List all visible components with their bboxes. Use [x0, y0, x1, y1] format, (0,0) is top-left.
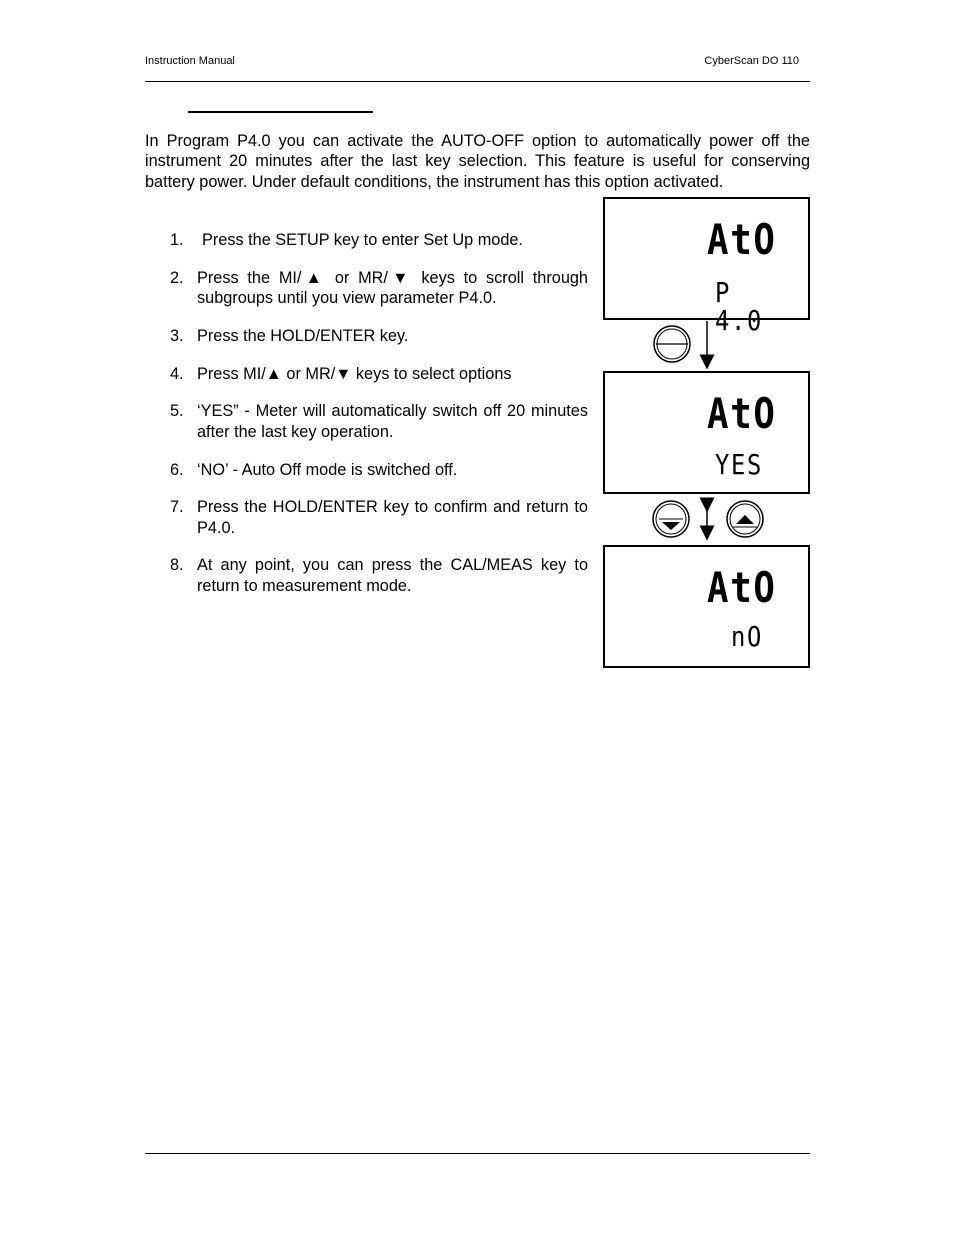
intro-paragraph: In Program P4.0 you can activate the AUTO-OFF option to automatically power off the instrument 20 minutes after the last key selection. This feature is useful for conserving battery power. Under default conditions, the instrument has this option activated.	[145, 132, 810, 191]
footer-divider	[145, 1153, 810, 1154]
step-text: Press the SETUP key to enter Set Up mode.	[202, 231, 523, 249]
list-item: 3. Press the HOLD/ENTER key.	[170, 326, 409, 345]
list-item: 4. Press MI/▲ or MR/▼ keys to select options	[170, 364, 512, 383]
step-text: At any point, you can press the CAL/MEAS key to return to measurement mode.	[197, 556, 588, 595]
list-item: 1. Press the SETUP key to enter Set Up mode.	[170, 231, 523, 249]
header-manual-title: Instruction Manual	[145, 55, 235, 67]
step-text: ‘YES” - Meter will automatically switch off 20 minutes after the last key operation.	[197, 402, 588, 441]
lcd-sub-readout: YES	[715, 448, 764, 481]
list-item: 8. At any point, you can press the CAL/MEAS key to return to measurement mode.	[170, 556, 588, 595]
lcd-main-readout: AtO	[707, 389, 777, 438]
step-text: ‘NO’ - Auto Off mode is switched off.	[197, 460, 458, 479]
lcd-sub-readout: nO	[731, 620, 764, 653]
step-text: Press the HOLD/ENTER key.	[197, 326, 409, 345]
list-item: 5. ‘YES” - Meter will automatically switch off 20 minutes after the last key operation.	[170, 402, 588, 441]
enter-key-icon	[654, 326, 690, 362]
lcd-main-readout: AtO	[707, 563, 777, 612]
lcd-sub-readout: P 4.0	[715, 276, 764, 337]
list-item: 7. Press the HOLD/ENTER key to confirm and return to P4.0.	[170, 498, 588, 537]
header-product-name: CyberScan DO 110	[704, 55, 799, 67]
up-key-icon	[727, 501, 763, 537]
lcd-main-readout: AtO	[707, 215, 777, 264]
down-key-icon	[653, 501, 689, 537]
list-item: 2. Press the MI/▲ or MR/▼ keys to scroll through subgroups until you view parameter P4.0.	[170, 268, 588, 308]
step-text: Press MI/▲ or MR/▼ keys to select options	[197, 364, 512, 383]
list-item: 6. ‘NO’ - Auto Off mode is switched off.	[170, 460, 458, 479]
step-text: Press the HOLD/ENTER key to confirm and return to P4.0.	[197, 498, 588, 537]
step-text: Press the MI/▲ or MR/▼ keys to scroll through subgroups until you view parameter P4.0.	[197, 268, 588, 308]
